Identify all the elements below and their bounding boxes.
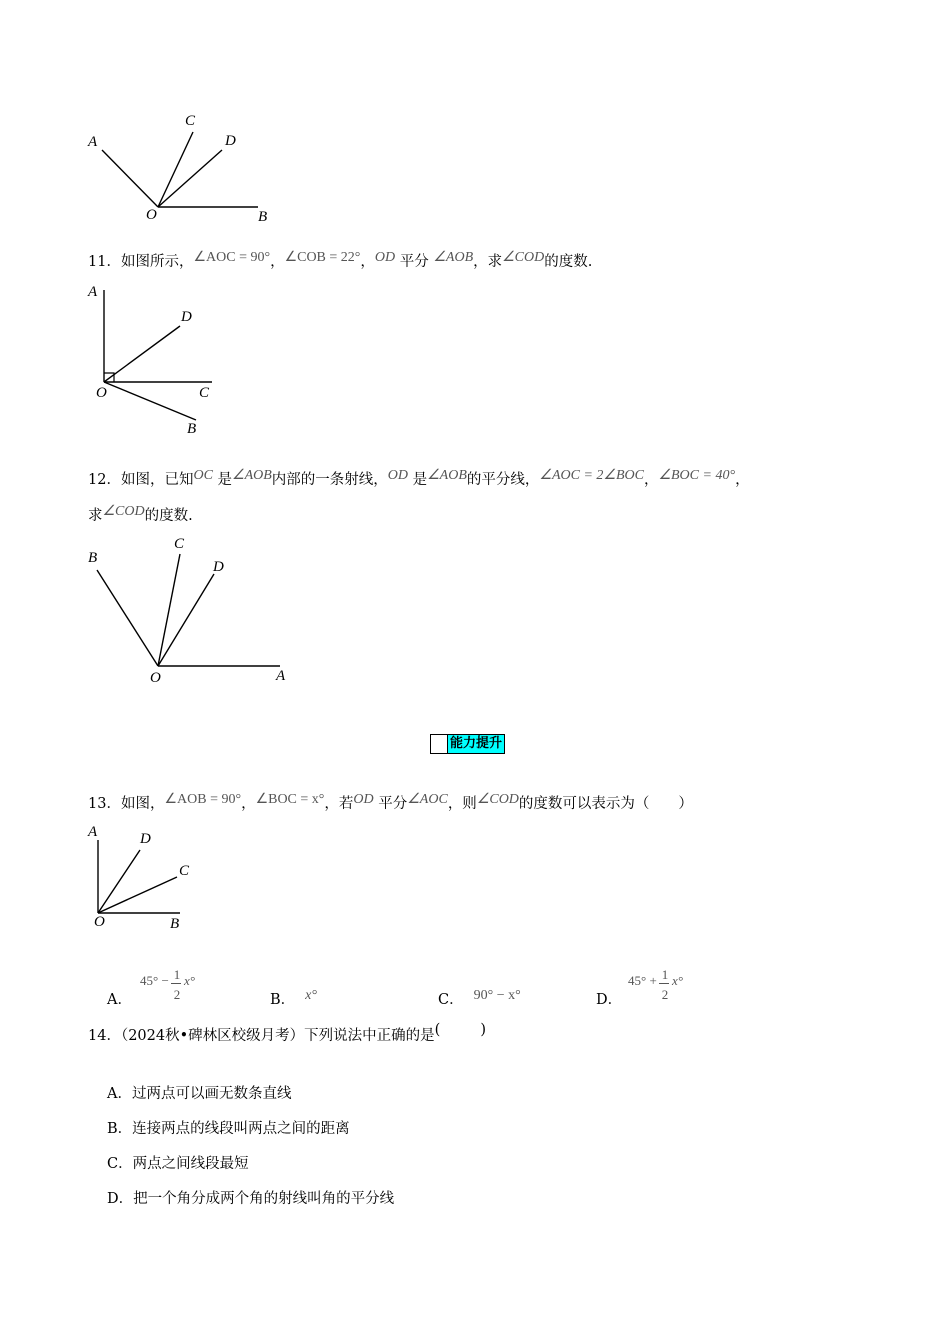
label-A: A: [276, 668, 286, 684]
ray-OB: [104, 382, 196, 420]
question-12-line-2: 求∠COD的度数.: [88, 504, 193, 524]
q13-option-c[interactable]: C． 90° − x°: [438, 988, 521, 1008]
ray-OD: [158, 150, 222, 207]
label-O: O: [150, 670, 161, 686]
q11-math-4: ∠AOB: [433, 250, 474, 265]
q12-number: 12．如图，已知: [88, 472, 194, 488]
q12-math-7: ∠COD: [102, 504, 145, 519]
q13-math-3: OD: [353, 792, 374, 807]
q13-option-d[interactable]: D．: [596, 992, 623, 1008]
q14-option-c[interactable]: C．两点之间线段最短: [107, 1156, 249, 1172]
q11-math-3: OD: [374, 250, 396, 265]
label-A: A: [88, 824, 98, 840]
label-D: D: [225, 133, 236, 149]
label-D: D: [181, 309, 192, 325]
section-title-ability-improvement: [430, 734, 505, 754]
ray-OB: [97, 570, 158, 666]
q11-math-1: ∠AOC = 90°: [193, 250, 271, 265]
q13-number: 13．如图，: [88, 796, 165, 812]
label-C: C: [179, 863, 190, 879]
label-O: O: [146, 207, 157, 223]
q12-math-1: OC: [193, 468, 213, 483]
label-B: B: [170, 916, 180, 932]
label-B: B: [187, 421, 197, 437]
ray-OA: [102, 150, 158, 207]
label-O: O: [96, 385, 107, 401]
q13-math-5: ∠COD: [476, 792, 519, 807]
label-B: B: [258, 209, 268, 225]
label-D: D: [140, 831, 151, 847]
label-C: C: [199, 385, 210, 401]
label-B: B: [88, 550, 98, 566]
question-13: 13．如图，∠AOB = 90°，∠BOC = x°，若OD 平分∠AOC，则∠COD的度数可以表示为（ ）: [88, 792, 693, 812]
label-D: D: [213, 559, 224, 575]
q12-math-4: ∠AOB: [427, 468, 467, 483]
label-A: A: [88, 284, 98, 300]
q12-math-3: OD: [387, 468, 409, 483]
label-O: O: [94, 914, 105, 930]
q11-math-2: ∠COB = 22°: [284, 250, 361, 265]
section-title-text: 能力提升: [450, 736, 503, 751]
q12-math-2: ∠AOB: [232, 468, 272, 483]
label-C: C: [174, 536, 185, 552]
q13-math-4: ∠AOC: [407, 792, 448, 807]
q13-math-1: ∠AOB = 90°: [164, 792, 242, 807]
q11-number: 11．如图所示，: [88, 254, 194, 270]
q13-math-2: ∠BOC = x°: [255, 792, 325, 807]
q14-option-d[interactable]: D．把一个角分成两个角的射线叫角的平分线: [107, 1191, 395, 1207]
q13-option-b[interactable]: B． x°: [270, 988, 317, 1008]
question-11: 11．如图所示，∠AOC = 90°，∠COB = 22°，OD 平分 ∠AOB，求∠COD的度数.: [88, 250, 593, 270]
q12-math-6: ∠BOC = 40°: [658, 468, 736, 483]
ray-OC: [158, 132, 193, 207]
q14-option-a[interactable]: A．过两点可以画无数条直线: [107, 1086, 292, 1102]
q13-option-a[interactable]: A．: [107, 992, 132, 1008]
question-14: 14．（2024秋•碑林区校级月考）下列说法中正确的是( ): [88, 1022, 486, 1044]
figure-12-diagram: [0, 540, 950, 700]
q14-text: 14．（2024秋•碑林区校级月考）下列说法中正确的是: [88, 1028, 435, 1044]
ray-OD: [104, 326, 180, 382]
q12-math-5: ∠AOC = 2∠BOC: [539, 468, 644, 483]
q11-math-5: ∠COD: [502, 250, 545, 265]
q14-option-b[interactable]: B．连接两点的线段叫两点之间的距离: [107, 1121, 350, 1137]
figure-10-diagram: [0, 0, 950, 240]
question-12: 12．如图，已知OC 是∠AOB内部的一条射线，OD 是∠AOB的平分线，∠AOC = 2∠BOC，∠BOC = 40°，: [88, 468, 750, 488]
figure-11-diagram: [0, 280, 950, 440]
label-C: C: [185, 113, 196, 129]
label-A: A: [88, 134, 98, 150]
